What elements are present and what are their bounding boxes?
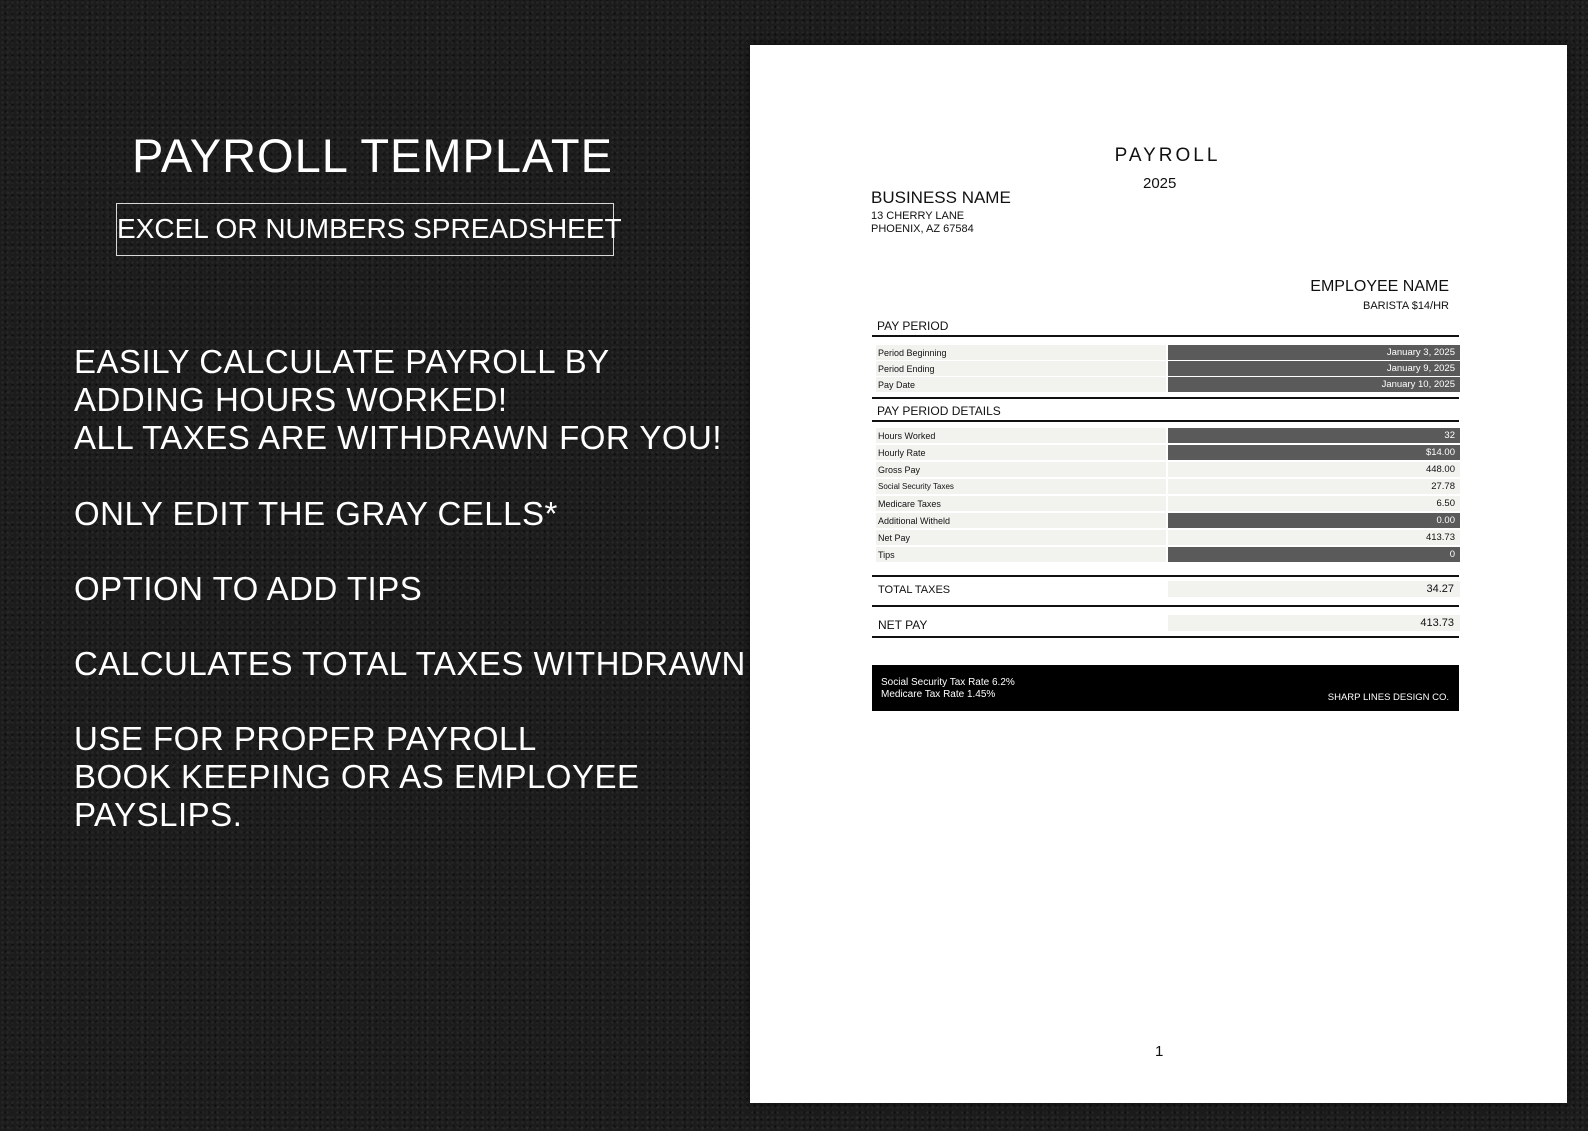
promo-panel — [0, 0, 746, 1131]
promo-feature-line: BOOK KEEPING OR AS EMPLOYEE — [74, 758, 640, 795]
promo-feature-line: PAYSLIPS. — [74, 796, 243, 833]
promo-title: PAYROLL TEMPLATE — [132, 129, 613, 182]
net-pay-row-cell: 413.73 — [1168, 530, 1460, 545]
row-label: Pay Date — [878, 380, 916, 390]
row-label: Hours Worked — [878, 431, 936, 441]
business-address-line[interactable]: PHOENIX, AZ 67584 — [871, 223, 974, 235]
designer-credit: SHARP LINES DESIGN CO. — [1327, 692, 1449, 703]
promo-feature-line: CALCULATES TOTAL TAXES WITHDRAWN — [74, 645, 746, 682]
section-rule — [872, 605, 1459, 607]
promo-feature-line: ONLY EDIT THE GRAY CELLS* — [74, 495, 558, 532]
row-label: Additional Witheld — [878, 516, 951, 526]
row-label: Net Pay — [878, 533, 911, 543]
row-label: Period Beginning — [878, 348, 947, 358]
row-label: Period Ending — [878, 364, 935, 374]
row-label-cell — [876, 496, 1166, 511]
row-label-cell — [876, 530, 1166, 545]
section-rule — [872, 636, 1459, 638]
row-label-cell — [876, 428, 1166, 443]
promo-feature-line: ADDING HOURS WORKED! — [74, 381, 508, 418]
promo-feature-line: USE FOR PROPER PAYROLL — [74, 720, 537, 757]
row-label-cell — [876, 377, 1166, 392]
row-label-cell — [876, 462, 1166, 477]
period-beginning-cell[interactable]: January 3, 2025 — [1168, 345, 1460, 360]
row-label: Medicare Taxes — [878, 499, 941, 509]
row-label-cell — [876, 547, 1166, 562]
section-rule — [872, 420, 1459, 422]
promo-subtitle-box: EXCEL OR NUMBERS SPREADSHEET — [116, 203, 614, 256]
document-year: 2025 — [1143, 175, 1177, 192]
social-security-taxes-cell: 27.78 — [1168, 479, 1460, 494]
promo-feature-line: ALL TAXES ARE WITHDRAWN FOR YOU! — [74, 419, 722, 456]
row-label: Social Security Taxes — [878, 482, 954, 491]
promo-feature-line: EASILY CALCULATE PAYROLL BY — [74, 343, 610, 380]
business-address-line[interactable]: 13 CHERRY LANE — [871, 210, 965, 222]
section-rule — [872, 335, 1459, 337]
tax-rate-footer — [872, 665, 1459, 711]
period-ending-cell[interactable]: January 9, 2025 — [1168, 361, 1460, 376]
page-number: 1 — [1155, 1043, 1164, 1060]
tips-cell[interactable]: 0 — [1168, 547, 1460, 562]
total-taxes-label: TOTAL TAXES — [878, 584, 951, 596]
net-pay-value: 413.73 — [1168, 615, 1460, 631]
net-pay-label: NET PAY — [878, 618, 928, 632]
section-rule — [872, 575, 1459, 577]
row-label-cell — [876, 361, 1166, 376]
document-title: PAYROLL — [1114, 145, 1221, 166]
row-label-cell — [876, 445, 1166, 460]
row-label: Tips — [878, 550, 895, 560]
hours-worked-cell[interactable]: 32 — [1168, 428, 1460, 443]
medicare-taxes-cell: 6.50 — [1168, 496, 1460, 511]
medicare-tax-rate: Medicare Tax Rate 1.45% — [881, 689, 996, 700]
business-name[interactable]: BUSINESS NAME — [871, 188, 1011, 207]
pay-date-cell[interactable]: January 10, 2025 — [1168, 377, 1460, 392]
promo-feature-line: OPTION TO ADD TIPS — [74, 570, 423, 607]
row-label: Hourly Rate — [878, 448, 926, 458]
row-label: Gross Pay — [878, 465, 921, 475]
ss-tax-rate: Social Security Tax Rate 6.2% — [881, 677, 1015, 688]
additional-witheld-cell[interactable]: 0.00 — [1168, 513, 1460, 528]
row-label-cell — [876, 479, 1166, 494]
pay-period-heading: PAY PERIOD — [877, 319, 949, 333]
payroll-sheet — [750, 45, 1567, 1103]
row-label-cell — [876, 513, 1166, 528]
section-rule — [872, 397, 1459, 399]
gross-pay-cell: 448.00 — [1168, 462, 1460, 477]
pay-period-details-heading: PAY PERIOD DETAILS — [877, 404, 1001, 418]
row-label-cell — [876, 345, 1166, 360]
employee-name[interactable]: EMPLOYEE NAME — [1310, 278, 1449, 295]
total-taxes-value: 34.27 — [1168, 581, 1460, 597]
employee-role[interactable]: BARISTA $14/HR — [1363, 300, 1449, 312]
hourly-rate-cell[interactable]: $14.00 — [1168, 445, 1460, 460]
